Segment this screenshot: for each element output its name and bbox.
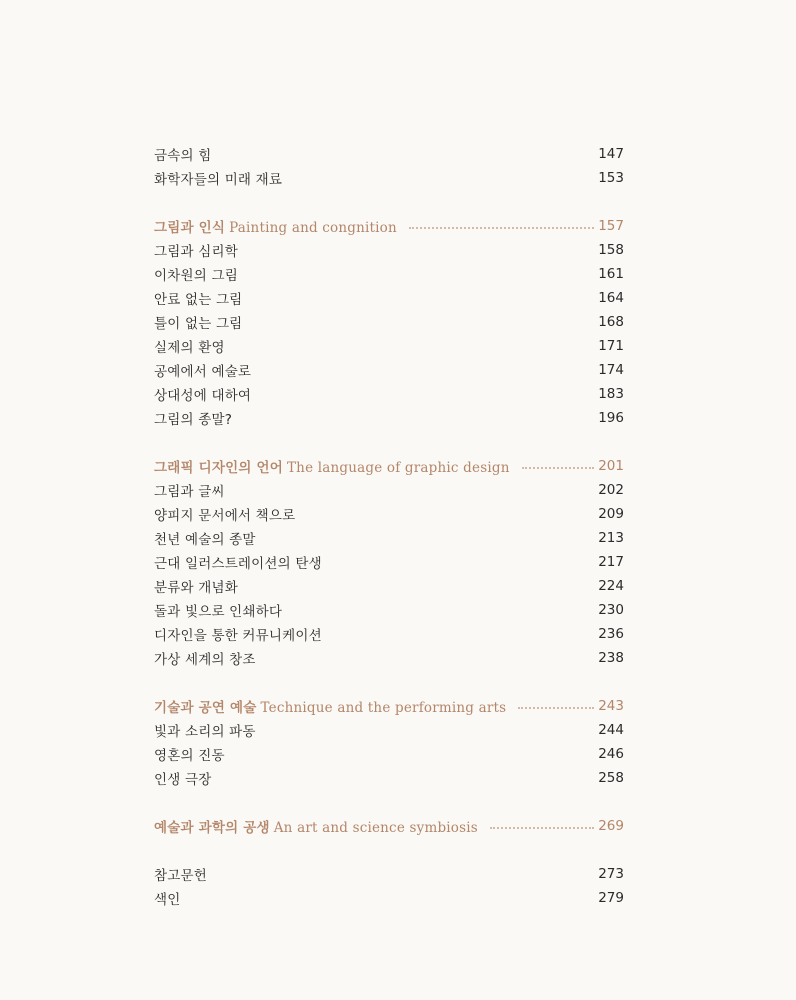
toc-entry-title: 영혼의 진동	[154, 748, 225, 764]
toc-section-title	[154, 456, 510, 476]
toc-entry-page: 246	[598, 746, 624, 762]
toc-entry-page: 161	[598, 266, 624, 282]
toc-section-row	[154, 454, 624, 478]
toc-entry-row	[154, 862, 624, 886]
toc-entry-title: 가상 세계의 창조	[154, 652, 256, 668]
toc-entry-page: 164	[598, 290, 624, 306]
toc-entry-row	[154, 574, 624, 598]
toc-entry-row	[154, 886, 624, 910]
toc-entry-page: 279	[598, 890, 624, 906]
toc-entry-title: 화학자들의 미래 재료	[154, 172, 283, 188]
toc-entry-title: 그림과 글씨	[154, 484, 225, 500]
toc-entry-page: 213	[598, 530, 624, 546]
toc-entry-title: 상대성에 대하여	[154, 388, 252, 404]
toc-section-page: 243	[598, 698, 624, 714]
toc-section-title-ko: 그래픽 디자인의 언어	[154, 460, 283, 476]
toc-entry-page: 183	[598, 386, 624, 402]
toc-entry-row	[154, 406, 624, 430]
toc-section-page: 157	[598, 218, 624, 234]
toc-entry-title: 빛과 소리의 파동	[154, 724, 256, 740]
toc-section-title-en: An art and science symbiosis	[273, 820, 478, 836]
toc-entry-title: 안료 없는 그림	[154, 292, 243, 308]
toc-entry-row	[154, 598, 624, 622]
toc-entry-title: 양피지 문서에서 책으로	[154, 508, 296, 524]
toc-entry-page: 168	[598, 314, 624, 330]
toc-entry-row	[154, 286, 624, 310]
toc-section-title-en: Painting and congnition	[229, 220, 397, 236]
toc-entry-page: 209	[598, 506, 624, 522]
toc-entry-row	[154, 766, 624, 790]
toc-entry-row	[154, 502, 624, 526]
toc-section-row	[154, 814, 624, 838]
toc-entry-row	[154, 646, 624, 670]
dot-leader	[490, 826, 594, 829]
toc-entry-title: 인생 극장	[154, 772, 212, 788]
toc-entry-page: 236	[598, 626, 624, 642]
toc-entry-row	[154, 262, 624, 286]
toc-entry-title: 천년 예술의 종말	[154, 532, 256, 548]
toc-entry-page: 230	[598, 602, 624, 618]
toc-entry-title: 금속의 힘	[154, 148, 212, 164]
toc-entry-page: 158	[598, 242, 624, 258]
toc-entry-title: 이차원의 그림	[154, 268, 238, 284]
toc-section-title-ko: 예술과 과학의 공생	[154, 820, 270, 836]
toc-entry-title: 틀이 없는 그림	[154, 316, 243, 332]
toc-section-title-ko: 그림과 인식	[154, 220, 226, 236]
toc-entry-page: 171	[598, 338, 624, 354]
toc-entry-title: 디자인을 통한 커뮤니케이션	[154, 628, 322, 644]
toc-entry-row	[154, 310, 624, 334]
toc-entry-row	[154, 142, 624, 166]
toc-entry-row	[154, 238, 624, 262]
toc-entry-row	[154, 622, 624, 646]
toc-entry-row	[154, 358, 624, 382]
toc-entry-title: 참고문헌	[154, 868, 207, 884]
dot-leader	[409, 226, 594, 229]
toc-entry-row	[154, 526, 624, 550]
toc-section-title	[154, 216, 397, 236]
toc-entry-row	[154, 334, 624, 358]
toc-entry-page: 244	[598, 722, 624, 738]
toc-entry-page: 196	[598, 410, 624, 426]
toc-section-page: 269	[598, 818, 624, 834]
toc-section-title	[154, 696, 506, 716]
toc-entry-title: 실제의 환영	[154, 340, 225, 356]
dot-leader	[522, 466, 595, 469]
toc-entry-row	[154, 166, 624, 190]
toc-entry-row	[154, 742, 624, 766]
toc-section-title-en: Technique and the performing arts	[260, 700, 507, 716]
toc-entry-row	[154, 718, 624, 742]
toc-entry-page: 224	[598, 578, 624, 594]
toc-entry-page: 153	[598, 170, 624, 186]
toc-entry-title: 색인	[154, 892, 181, 908]
toc-entry-page: 273	[598, 866, 624, 882]
toc-section-title-en: The language of graphic design	[286, 460, 510, 476]
toc-entry-row	[154, 382, 624, 406]
toc-entry-title: 분류와 개념화	[154, 580, 238, 596]
toc-entry-title: 근대 일러스트레이션의 탄생	[154, 556, 322, 572]
toc-entry-title: 그림의 종말?	[154, 412, 233, 428]
toc-section-title-ko: 기술과 공연 예술	[154, 700, 257, 716]
toc-entry-title: 공예에서 예술로	[154, 364, 252, 380]
toc-entry-page: 174	[598, 362, 624, 378]
toc-entry-row	[154, 550, 624, 574]
toc-entry-page: 217	[598, 554, 624, 570]
toc-entry-page: 238	[598, 650, 624, 666]
toc-entry-page: 202	[598, 482, 624, 498]
toc-entry-page: 258	[598, 770, 624, 786]
toc-entry-title: 그림과 심리학	[154, 244, 238, 260]
toc-section-row	[154, 214, 624, 238]
toc-section-title	[154, 816, 478, 836]
toc-entry-title: 돌과 빛으로 인쇄하다	[154, 604, 283, 620]
toc-entry-row	[154, 478, 624, 502]
dot-leader	[518, 706, 594, 709]
toc-entry-page: 147	[598, 146, 624, 162]
toc-section-row	[154, 694, 624, 718]
toc-section-page: 201	[598, 458, 624, 474]
